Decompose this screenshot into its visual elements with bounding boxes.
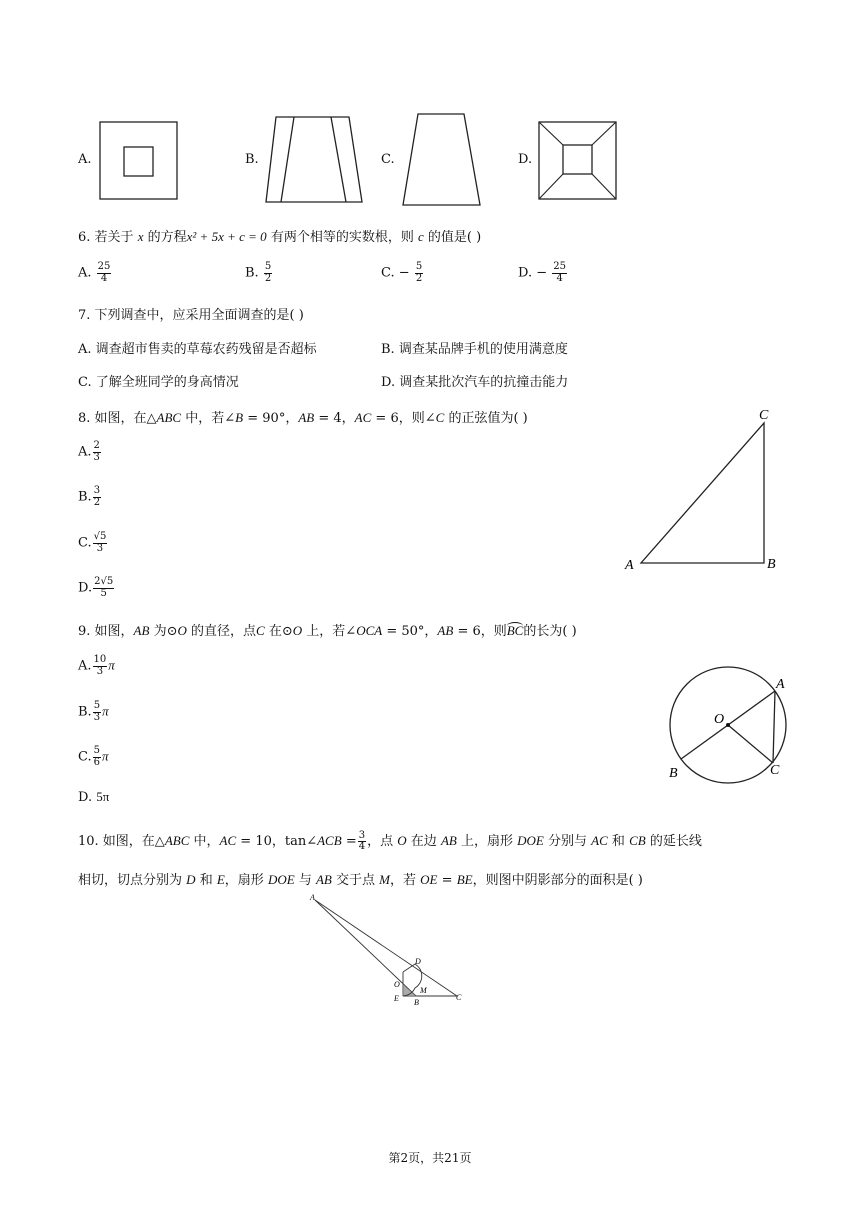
q6-option-sign: −	[536, 265, 548, 281]
point-label-b: B	[414, 998, 419, 1007]
q5-option-c-figure	[400, 112, 484, 208]
q8-option-a	[78, 441, 102, 463]
q8-var: AB	[298, 410, 315, 425]
q9-var: C	[256, 623, 265, 638]
q5-option-a-label: A.	[78, 152, 92, 167]
q9-var: AB	[133, 623, 150, 638]
q8-text: = 6，则∠	[375, 411, 436, 426]
q7-option-c: C. 了解全班同学的身高情况	[78, 375, 239, 390]
q9-option-label: D.	[78, 790, 93, 805]
q10-var: OE	[420, 872, 438, 887]
q10-text: = 10，tan∠	[240, 834, 318, 849]
point-label-c: C	[770, 763, 780, 778]
q9-text: = 50°，	[386, 624, 438, 639]
q9-var: O	[292, 623, 303, 638]
q9-circle-figure	[660, 666, 795, 786]
fraction-denominator: 3	[93, 451, 100, 463]
q10-var: BE	[456, 872, 473, 887]
fraction-denominator: 3	[96, 542, 104, 554]
q6-var-x: x	[137, 229, 144, 244]
q10-text: ，点	[367, 834, 394, 849]
q9-arc-bc: BC	[506, 623, 524, 638]
q10-text: 的延长线	[649, 834, 702, 849]
point-label-e: E	[394, 994, 399, 1003]
q5-option-c-label: C.	[381, 152, 395, 167]
q9-option-d	[78, 789, 109, 805]
q6-option-d	[518, 262, 568, 284]
q10-text: 交于点	[336, 873, 376, 888]
q10-var: AC	[219, 833, 237, 848]
fraction-denominator: 4	[100, 272, 108, 284]
q10-text: ，则图中阴影部分的面积是( )	[472, 873, 643, 888]
q6-option-label: A.	[78, 265, 92, 281]
q9-text: 为⊙	[153, 624, 178, 639]
q10-line1	[78, 830, 702, 853]
q10-text: 与	[298, 873, 312, 888]
q10-text: 10. 如图，在△	[78, 834, 165, 849]
q10-var: D	[186, 872, 196, 887]
q9-text: 的直径，点	[191, 624, 257, 639]
q10-var: AB	[440, 833, 457, 848]
q8-var: B	[235, 410, 244, 425]
q9-text: 上，若∠	[306, 624, 357, 639]
fraction-denominator: 3	[96, 665, 104, 677]
q10-line2	[78, 869, 643, 888]
fraction-numerator: 2	[93, 440, 100, 451]
q8-text: 中，若∠	[185, 411, 236, 426]
q8-text: 的正弦值为( )	[448, 411, 528, 426]
q6-option-label: B.	[245, 265, 259, 281]
q8-option-label: B.	[78, 489, 92, 505]
q10-text: 在边	[410, 834, 437, 849]
q9-option-a	[78, 655, 115, 677]
page-footer: 第2页，共21页	[388, 1151, 472, 1165]
q9-option-c	[78, 746, 109, 768]
q9-option-tail: 5π	[96, 789, 110, 804]
q8-var: AC	[354, 410, 372, 425]
q9-text: 在⊙	[268, 624, 293, 639]
q9-option-label: C.	[78, 749, 92, 765]
q9-text: 的长为( )	[523, 624, 577, 639]
q10-var: M	[379, 872, 390, 887]
q8-option-d	[78, 577, 115, 599]
q8-text: = 4，	[318, 411, 355, 426]
q5-option-d-label: D.	[518, 152, 533, 167]
q9-stem	[78, 620, 577, 639]
q6-option-b	[245, 262, 273, 284]
q6-option-label: D.	[518, 265, 533, 281]
radius-oc	[728, 725, 773, 763]
q10-text: 和	[611, 834, 625, 849]
side-ab	[315, 900, 416, 996]
q6-equation: x² + 5x + c = 0	[186, 229, 267, 244]
point-label-o: O	[714, 712, 725, 727]
q10-text: =	[345, 834, 357, 849]
q10-text: ，扇形	[224, 873, 264, 888]
point-label-m: M	[420, 986, 427, 995]
point-label-b: B	[767, 557, 776, 572]
fraction-numerator: 25	[553, 261, 567, 272]
fraction-denominator: 2	[415, 272, 423, 284]
q10-text: ，若	[390, 873, 417, 888]
q10-text: 上，扇形	[460, 834, 513, 849]
q8-stem	[78, 407, 528, 426]
q10-text: 和	[199, 873, 213, 888]
fraction-numerator: 3	[93, 485, 101, 496]
q7-option-d: D. 调查某批次汽车的抗撞击能力	[381, 375, 569, 390]
q9-option-b	[78, 701, 109, 723]
q10-text: =	[441, 873, 453, 888]
q9-option-label: B.	[78, 704, 92, 720]
q8-triangle-figure	[620, 402, 790, 582]
q7-option-a: A. 调查超市售卖的草莓农药残留是否超标	[78, 342, 317, 357]
fraction-denominator: 3	[93, 711, 101, 723]
q5-option-a-figure	[99, 121, 179, 201]
q5-option-b-figure	[264, 115, 364, 205]
fraction-numerator: 5	[93, 700, 101, 711]
fraction-denominator: 2	[264, 272, 272, 284]
q10-var: AB	[315, 872, 332, 887]
q5-option-b-label: B.	[245, 152, 259, 167]
point-label-a: A	[776, 677, 785, 692]
q6-stem	[78, 226, 481, 245]
q6-option-a	[78, 262, 112, 284]
fraction-numerator: 10	[93, 654, 107, 665]
q8-option-label: C.	[78, 535, 92, 551]
q6-number: 6.	[78, 230, 91, 245]
point-label-c: C	[456, 993, 462, 1002]
fraction-denominator: 5	[100, 587, 107, 599]
q9-var: O	[177, 623, 187, 638]
q10-sector-figure	[305, 890, 475, 1010]
q10-text: 相切，切点分别为	[78, 873, 183, 888]
q8-option-label: D.	[78, 580, 93, 596]
q6-text: 有两个相等的实数根，则	[270, 230, 414, 245]
fraction-numerator: 5	[93, 745, 100, 756]
q9-option-tail: π	[102, 748, 109, 764]
q10-var: O	[397, 833, 407, 848]
fraction-numerator: 3	[358, 829, 366, 841]
q6-text: 的方程	[147, 230, 187, 245]
q8-option-b	[78, 486, 102, 508]
q8-option-c	[78, 532, 108, 554]
fraction-numerator: 5	[415, 261, 423, 272]
q9-text: 9. 如图，	[78, 624, 134, 639]
q9-var: AB	[437, 623, 454, 638]
q5-option-d-figure	[538, 121, 618, 201]
q9-var: OCA	[356, 623, 383, 638]
point-label-a: A	[310, 893, 315, 902]
q8-text: = 90°，	[247, 411, 299, 426]
chord-ac	[773, 691, 775, 763]
center-point	[726, 723, 730, 727]
triangle-abc	[641, 423, 764, 563]
q10-var: CB	[629, 833, 646, 848]
q6-var-c: c	[417, 229, 424, 244]
q9-text: = 6，则	[457, 624, 507, 639]
q8-var: ABC	[156, 410, 182, 425]
q10-var: ABC	[164, 833, 190, 848]
fraction-denominator: 4	[556, 272, 563, 284]
q6-text: 的值是( )	[427, 230, 482, 245]
q7-stem: 7. 下列调查中，应采用全面调查的是( )	[78, 308, 304, 323]
q10-var: DOE	[267, 872, 295, 887]
q6-option-label: C.	[381, 265, 395, 281]
q7-option-b: B. 调查某品牌手机的使用满意度	[381, 342, 568, 357]
q10-var: E	[216, 872, 225, 887]
point-label-b: B	[669, 766, 678, 781]
point-label-o: O	[394, 980, 400, 989]
fraction-denominator: 2	[93, 496, 101, 508]
q9-option-tail: π	[102, 703, 109, 719]
q10-var: DOE	[517, 833, 544, 848]
q8-option-label: A.	[78, 444, 92, 460]
point-label-a: A	[625, 558, 634, 573]
fraction-numerator: 25	[97, 261, 111, 272]
q6-option-sign: −	[398, 265, 410, 281]
fraction-numerator: 2√5	[94, 576, 114, 587]
q10-text: 中，	[193, 834, 220, 849]
fraction-numerator: 5	[264, 261, 272, 272]
q8-text: 8. 如图，在△	[78, 411, 157, 426]
q10-var: AC	[591, 833, 608, 848]
q8-var: C	[435, 410, 445, 425]
q10-var: ACB	[317, 833, 342, 848]
radius-od	[403, 964, 415, 972]
q6-text: 若关于	[94, 230, 134, 245]
fraction-denominator: 4	[358, 841, 366, 852]
q6-option-c	[381, 262, 424, 284]
fraction-denominator: 6	[93, 756, 100, 768]
fraction-numerator: √5	[93, 531, 107, 542]
q9-option-label: A.	[78, 658, 92, 674]
point-label-c: C	[759, 408, 769, 423]
point-label-d: D	[415, 957, 421, 966]
q10-text: 分别与	[547, 834, 587, 849]
q9-option-tail: π	[108, 657, 115, 673]
side-ac	[315, 900, 457, 996]
